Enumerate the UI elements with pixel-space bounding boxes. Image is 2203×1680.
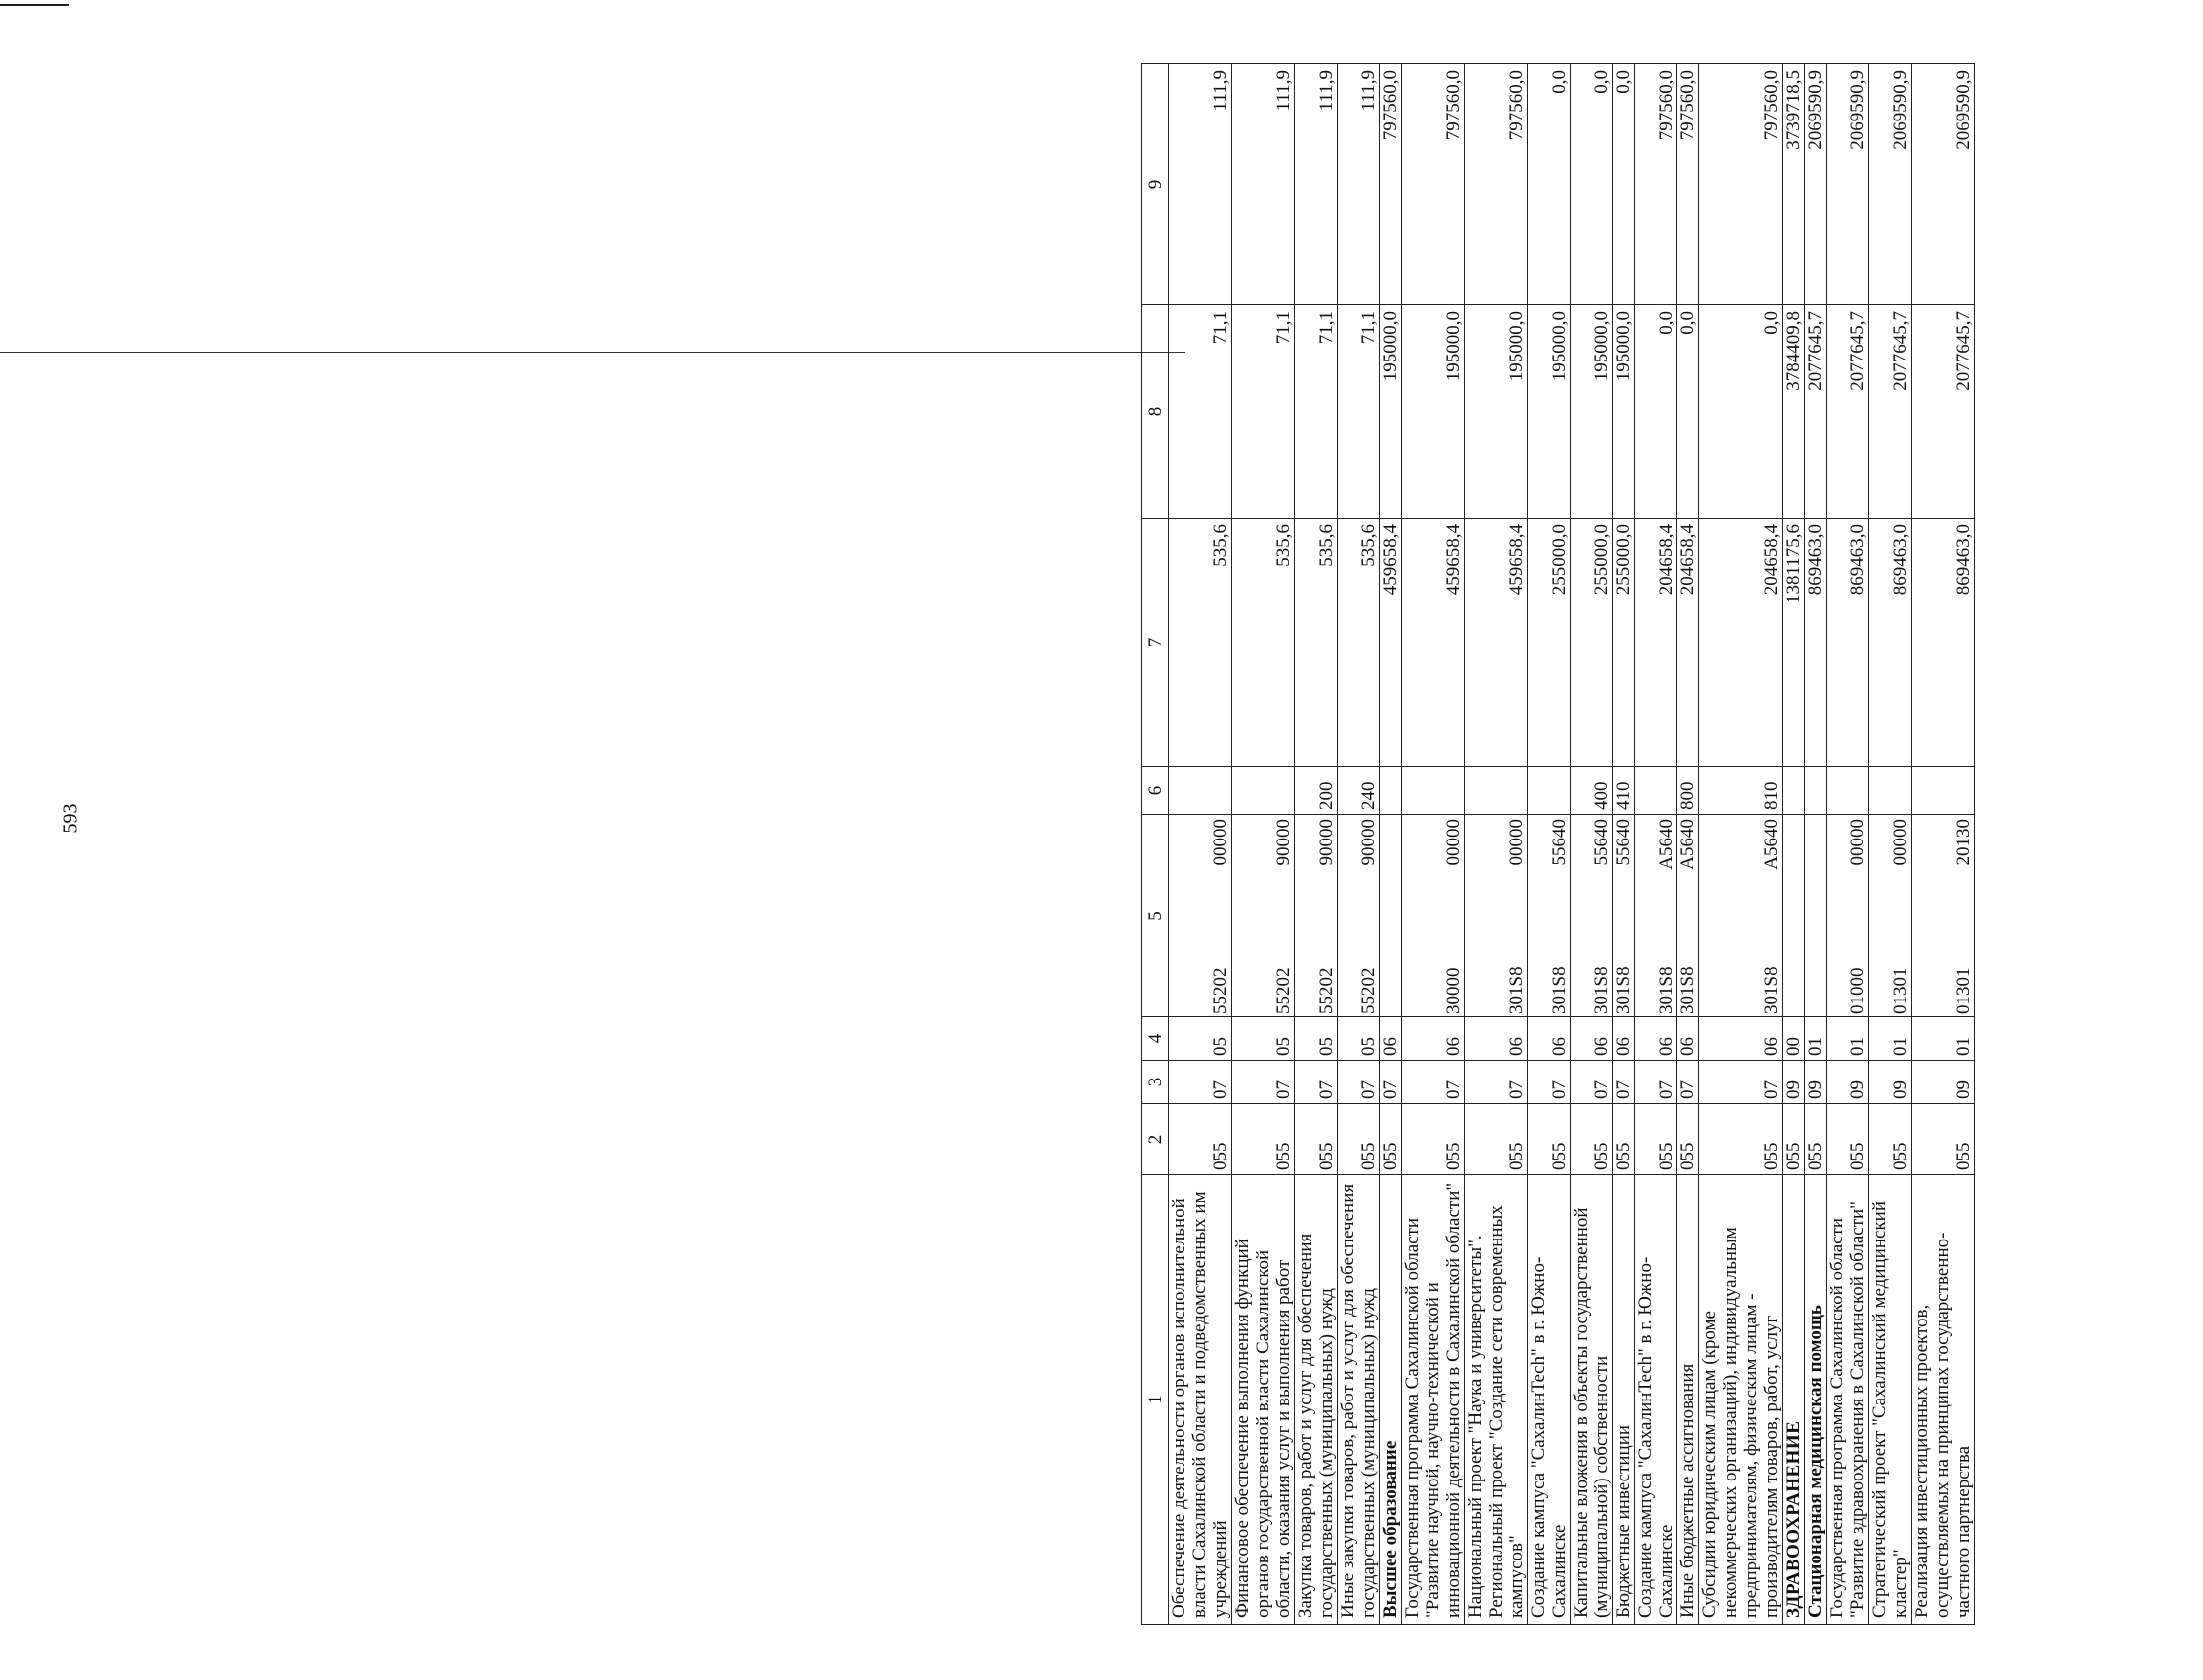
subsection-code: 06 bbox=[1699, 1017, 1783, 1061]
expense-type-code: 810 bbox=[1699, 767, 1783, 815]
header-col-3: 3 bbox=[1142, 1061, 1169, 1104]
row-name: Реализация инвестиционных проектов, осуществляемых на принципах государственно-частного партнерства bbox=[1912, 1175, 1975, 1625]
amount-col-7: 255000,0 bbox=[1528, 519, 1571, 767]
subsection-code: 06 bbox=[1613, 1017, 1635, 1061]
section-code: 09 bbox=[1805, 1061, 1827, 1104]
table-row bbox=[1571, 64, 1613, 1625]
amount-col-9: 2069590,9 bbox=[1827, 64, 1869, 305]
amount-col-9: 797560,0 bbox=[1465, 64, 1528, 305]
target-item-code bbox=[1699, 815, 1783, 1017]
row-name: ЗДРАВООХРАНЕНИЕ bbox=[1783, 1175, 1805, 1625]
target-item-code bbox=[1805, 815, 1827, 1017]
expense-type-code bbox=[1402, 767, 1465, 815]
target-item-part-2: A5640 bbox=[1761, 819, 1782, 870]
target-item-part-2: 55640 bbox=[1549, 819, 1570, 866]
target-item-part-2: A5640 bbox=[1656, 819, 1676, 870]
target-item-code bbox=[1635, 815, 1677, 1017]
amount-col-9: 797560,0 bbox=[1402, 64, 1465, 305]
row-name: Иные бюджетные ассигнования bbox=[1677, 1175, 1699, 1625]
target-item-code bbox=[1677, 815, 1699, 1017]
table-row bbox=[1232, 64, 1295, 1625]
target-item-part-2: 00000 bbox=[1507, 819, 1527, 866]
target-item-part-2: 90000 bbox=[1273, 819, 1294, 866]
expense-type-code: 800 bbox=[1677, 767, 1699, 815]
table-row bbox=[1869, 64, 1912, 1625]
amount-col-8: 2077645,7 bbox=[1827, 305, 1869, 519]
table-row bbox=[1402, 64, 1465, 1625]
scan-mark bbox=[0, 4, 69, 6]
amount-col-9: 2069590,9 bbox=[1912, 64, 1975, 305]
target-item-part-1: 01000 bbox=[1847, 967, 1868, 1014]
target-item-part-1: 30000 bbox=[1443, 967, 1464, 1014]
target-item-code bbox=[1232, 815, 1295, 1017]
subsection-code: 01 bbox=[1912, 1017, 1975, 1061]
rotated-page bbox=[1141, 64, 2203, 1625]
amount-col-9: 2069590,9 bbox=[1805, 64, 1827, 305]
row-name: Государственная программа Сахалинской области "Развитие научной, научно-технической и инновационной деятельности в Сахалинской области" bbox=[1402, 1175, 1465, 1625]
admin-code: 055 bbox=[1869, 1104, 1912, 1175]
row-name: Национальный проект "Наука и университеты". Региональный проект "Создание сети современных кампусов" bbox=[1465, 1175, 1528, 1625]
admin-code: 055 bbox=[1613, 1104, 1635, 1175]
amount-col-9: 797560,0 bbox=[1635, 64, 1677, 305]
target-item-code bbox=[1402, 815, 1465, 1017]
row-name: Высшее образование bbox=[1380, 1175, 1402, 1625]
amount-col-7: 459658,4 bbox=[1465, 519, 1528, 767]
amount-col-7: 869463,0 bbox=[1869, 519, 1912, 767]
header-col-4: 4 bbox=[1142, 1017, 1169, 1061]
amount-col-7: 869463,0 bbox=[1912, 519, 1975, 767]
amount-col-7: 869463,0 bbox=[1827, 519, 1869, 767]
amount-col-7: 535,6 bbox=[1232, 519, 1295, 767]
target-item-code bbox=[1380, 815, 1402, 1017]
header-col-5: 5 bbox=[1142, 815, 1169, 1017]
amount-col-9: 0,0 bbox=[1571, 64, 1613, 305]
subsection-code: 06 bbox=[1528, 1017, 1571, 1061]
amount-col-7: 204658,4 bbox=[1699, 519, 1783, 767]
target-item-part-1: 301S8 bbox=[1677, 966, 1698, 1014]
amount-col-7: 204658,4 bbox=[1677, 519, 1699, 767]
target-item-part-1: 301S8 bbox=[1613, 966, 1634, 1014]
amount-col-9: 797560,0 bbox=[1677, 64, 1699, 305]
target-item-code bbox=[1912, 815, 1975, 1017]
target-item-part-1: 301S8 bbox=[1591, 966, 1612, 1014]
scan-fold-line bbox=[0, 352, 1185, 353]
expense-type-code bbox=[1169, 767, 1232, 815]
amount-col-7: 535,6 bbox=[1295, 519, 1338, 767]
amount-col-9: 797560,0 bbox=[1699, 64, 1783, 305]
expense-type-code bbox=[1380, 767, 1402, 815]
amount-col-8: 2077645,7 bbox=[1805, 305, 1827, 519]
row-name: Создание кампуса "СахалинTech" в г. Южно-Сахалинске bbox=[1635, 1175, 1677, 1625]
budget-table bbox=[1141, 63, 1975, 1625]
admin-code: 055 bbox=[1169, 1104, 1232, 1175]
header-col-9: 9 bbox=[1142, 64, 1169, 305]
row-name: Иные закупки товаров, работ и услуг для обеспечения государственных (муниципальных) нужд bbox=[1338, 1175, 1380, 1625]
header-col-6: 6 bbox=[1142, 767, 1169, 815]
amount-col-7: 535,6 bbox=[1338, 519, 1380, 767]
admin-code: 055 bbox=[1295, 1104, 1338, 1175]
row-name: Государственная программа Сахалинской области "Развитие здравоохранения в Сахалинской области" bbox=[1827, 1175, 1869, 1625]
section-code: 09 bbox=[1869, 1061, 1912, 1104]
amount-col-7: 459658,4 bbox=[1402, 519, 1465, 767]
table-row bbox=[1380, 64, 1402, 1625]
subsection-code: 05 bbox=[1169, 1017, 1232, 1061]
subsection-code: 06 bbox=[1635, 1017, 1677, 1061]
admin-code: 055 bbox=[1465, 1104, 1528, 1175]
table-row bbox=[1912, 64, 1975, 1625]
header-col-2: 2 bbox=[1142, 1104, 1169, 1175]
amount-col-9: 3739718,5 bbox=[1783, 64, 1805, 305]
amount-col-8: 195000,0 bbox=[1613, 305, 1635, 519]
amount-col-9: 797560,0 bbox=[1380, 64, 1402, 305]
table-row bbox=[1338, 64, 1380, 1625]
subsection-code: 05 bbox=[1295, 1017, 1338, 1061]
target-item-code bbox=[1827, 815, 1869, 1017]
amount-col-8: 195000,0 bbox=[1380, 305, 1402, 519]
row-name: Бюджетные инвестиции bbox=[1613, 1175, 1635, 1625]
subsection-code: 00 bbox=[1783, 1017, 1805, 1061]
target-item-part-2: 90000 bbox=[1358, 819, 1379, 866]
table-row bbox=[1635, 64, 1677, 1625]
table-row bbox=[1295, 64, 1338, 1625]
row-name: Финансовое обеспечение выполнения функций органов государственной власти Сахалинской области, оказания услуг и выполнения работ bbox=[1232, 1175, 1295, 1625]
amount-col-7: 535,6 bbox=[1169, 519, 1232, 767]
amount-col-8: 71,1 bbox=[1169, 305, 1232, 519]
amount-col-7: 1381175,6 bbox=[1783, 519, 1805, 767]
section-code: 07 bbox=[1402, 1061, 1465, 1104]
admin-code: 055 bbox=[1571, 1104, 1613, 1175]
row-name: Обеспечение деятельности органов исполнительной власти Сахалинской области и подведомственных им учреждений bbox=[1169, 1175, 1232, 1625]
section-code: 09 bbox=[1912, 1061, 1975, 1104]
table-row bbox=[1699, 64, 1783, 1625]
amount-col-8: 0,0 bbox=[1677, 305, 1699, 519]
subsection-code: 05 bbox=[1232, 1017, 1295, 1061]
subsection-code: 06 bbox=[1380, 1017, 1402, 1061]
row-name: Создание кампуса "СахалинTech" в г. Южно-Сахалинске bbox=[1528, 1175, 1571, 1625]
expense-type-code: 200 bbox=[1295, 767, 1338, 815]
amount-col-9: 111,9 bbox=[1338, 64, 1380, 305]
subsection-code: 06 bbox=[1571, 1017, 1613, 1061]
section-code: 09 bbox=[1827, 1061, 1869, 1104]
table-body bbox=[1169, 64, 1975, 1625]
row-name: Закупка товаров, работ и услуг для обеспечения государственных (муниципальных) нужд bbox=[1295, 1175, 1338, 1625]
section-code: 07 bbox=[1635, 1061, 1677, 1104]
amount-col-8: 71,1 bbox=[1232, 305, 1295, 519]
expense-type-code bbox=[1827, 767, 1869, 815]
section-code: 09 bbox=[1783, 1061, 1805, 1104]
target-item-part-1: 301S8 bbox=[1549, 966, 1570, 1014]
table-row bbox=[1169, 64, 1232, 1625]
amount-col-8: 0,0 bbox=[1635, 305, 1677, 519]
header-col-7: 7 bbox=[1142, 519, 1169, 767]
expense-type-code bbox=[1635, 767, 1677, 815]
page-number: 593 bbox=[59, 803, 82, 833]
target-item-part-1: 301S8 bbox=[1507, 966, 1527, 1014]
target-item-part-2: 00000 bbox=[1210, 819, 1231, 866]
subsection-code: 01 bbox=[1827, 1017, 1869, 1061]
row-name: Капитальные вложения в объекты государственной (муниципальной) собственности bbox=[1571, 1175, 1613, 1625]
admin-code: 055 bbox=[1805, 1104, 1827, 1175]
amount-col-9: 2069590,9 bbox=[1869, 64, 1912, 305]
table-row bbox=[1805, 64, 1827, 1625]
admin-code: 055 bbox=[1912, 1104, 1975, 1175]
amount-col-8: 71,1 bbox=[1338, 305, 1380, 519]
section-code: 07 bbox=[1232, 1061, 1295, 1104]
amount-col-8: 195000,0 bbox=[1528, 305, 1571, 519]
table-row bbox=[1783, 64, 1805, 1625]
header-col-8: 8 bbox=[1142, 305, 1169, 519]
header-col-1: 1 bbox=[1142, 1175, 1169, 1625]
target-item-part-2: 55640 bbox=[1591, 819, 1612, 866]
target-item-part-1: 55202 bbox=[1273, 967, 1294, 1014]
target-item-part-1: 301S8 bbox=[1656, 966, 1676, 1014]
row-name: Субсидии юридическим лицам (кроме некоммерческих организаций), индивидуальным предпринимателям, физическим лицам - производителям товаров, работ, услуг bbox=[1699, 1175, 1783, 1625]
section-code: 07 bbox=[1613, 1061, 1635, 1104]
target-item-code bbox=[1613, 815, 1635, 1017]
target-item-code bbox=[1169, 815, 1232, 1017]
admin-code: 055 bbox=[1402, 1104, 1465, 1175]
expense-type-code bbox=[1805, 767, 1827, 815]
target-item-code bbox=[1338, 815, 1380, 1017]
target-item-part-2: 90000 bbox=[1316, 819, 1337, 866]
amount-col-8: 2077645,7 bbox=[1912, 305, 1975, 519]
amount-col-9: 111,9 bbox=[1295, 64, 1338, 305]
expense-type-code: 240 bbox=[1338, 767, 1380, 815]
section-code: 07 bbox=[1338, 1061, 1380, 1104]
target-item-code bbox=[1571, 815, 1613, 1017]
admin-code: 055 bbox=[1827, 1104, 1869, 1175]
section-code: 07 bbox=[1169, 1061, 1232, 1104]
table-row bbox=[1613, 64, 1635, 1625]
section-code: 07 bbox=[1677, 1061, 1699, 1104]
amount-col-7: 255000,0 bbox=[1613, 519, 1635, 767]
subsection-code: 01 bbox=[1805, 1017, 1827, 1061]
section-code: 07 bbox=[1380, 1061, 1402, 1104]
amount-col-8: 2077645,7 bbox=[1869, 305, 1912, 519]
expense-type-code bbox=[1869, 767, 1912, 815]
expense-type-code bbox=[1232, 767, 1295, 815]
amount-col-9: 0,0 bbox=[1528, 64, 1571, 305]
admin-code: 055 bbox=[1635, 1104, 1677, 1175]
amount-col-7: 869463,0 bbox=[1805, 519, 1827, 767]
expense-type-code bbox=[1783, 767, 1805, 815]
section-code: 07 bbox=[1465, 1061, 1528, 1104]
row-name: Стратегический проект "Сахалинский медицинский кластер" bbox=[1869, 1175, 1912, 1625]
amount-col-8: 195000,0 bbox=[1465, 305, 1528, 519]
expense-type-code: 410 bbox=[1613, 767, 1635, 815]
admin-code: 055 bbox=[1232, 1104, 1295, 1175]
amount-col-9: 0,0 bbox=[1613, 64, 1635, 305]
target-item-part-1: 55202 bbox=[1210, 967, 1231, 1014]
table-row bbox=[1827, 64, 1869, 1625]
amount-col-7: 255000,0 bbox=[1571, 519, 1613, 767]
table-row bbox=[1677, 64, 1699, 1625]
amount-col-8: 71,1 bbox=[1295, 305, 1338, 519]
target-item-code bbox=[1295, 815, 1338, 1017]
target-item-part-1: 01301 bbox=[1890, 967, 1911, 1014]
expense-type-code: 400 bbox=[1571, 767, 1613, 815]
subsection-code: 01 bbox=[1869, 1017, 1912, 1061]
target-item-part-1: 55202 bbox=[1358, 967, 1379, 1014]
amount-col-7: 204658,4 bbox=[1635, 519, 1677, 767]
amount-col-9: 111,9 bbox=[1169, 64, 1232, 305]
amount-col-9: 111,9 bbox=[1232, 64, 1295, 305]
expense-type-code bbox=[1912, 767, 1975, 815]
target-item-code bbox=[1528, 815, 1571, 1017]
section-code: 07 bbox=[1699, 1061, 1783, 1104]
admin-code: 055 bbox=[1699, 1104, 1783, 1175]
section-code: 07 bbox=[1295, 1061, 1338, 1104]
target-item-part-1: 301S8 bbox=[1761, 966, 1782, 1014]
table-row bbox=[1465, 64, 1528, 1625]
row-name: Стационарная медицинская помощь bbox=[1805, 1175, 1827, 1625]
amount-col-8: 3784409,8 bbox=[1783, 305, 1805, 519]
target-item-part-2: 00000 bbox=[1443, 819, 1464, 866]
target-item-part-2: 00000 bbox=[1890, 819, 1911, 866]
target-item-code bbox=[1465, 815, 1528, 1017]
admin-code: 055 bbox=[1338, 1104, 1380, 1175]
admin-code: 055 bbox=[1380, 1104, 1402, 1175]
target-item-part-2: 20130 bbox=[1953, 819, 1974, 866]
target-item-part-2: 55640 bbox=[1613, 819, 1634, 866]
expense-type-code bbox=[1528, 767, 1571, 815]
amount-col-8: 195000,0 bbox=[1571, 305, 1613, 519]
admin-code: 055 bbox=[1528, 1104, 1571, 1175]
table-row bbox=[1528, 64, 1571, 1625]
target-item-code bbox=[1783, 815, 1805, 1017]
section-code: 07 bbox=[1571, 1061, 1613, 1104]
target-item-part-1: 01301 bbox=[1953, 967, 1974, 1014]
admin-code: 055 bbox=[1783, 1104, 1805, 1175]
subsection-code: 06 bbox=[1402, 1017, 1465, 1061]
amount-col-7: 459658,4 bbox=[1380, 519, 1402, 767]
subsection-code: 06 bbox=[1465, 1017, 1528, 1061]
admin-code: 055 bbox=[1677, 1104, 1699, 1175]
section-code: 07 bbox=[1528, 1061, 1571, 1104]
target-item-part-2: A5640 bbox=[1677, 819, 1698, 870]
subsection-code: 05 bbox=[1338, 1017, 1380, 1061]
subsection-code: 06 bbox=[1677, 1017, 1699, 1061]
expense-type-code bbox=[1465, 767, 1528, 815]
amount-col-8: 195000,0 bbox=[1402, 305, 1465, 519]
header-row bbox=[1142, 64, 1169, 1625]
target-item-part-2: 00000 bbox=[1847, 819, 1868, 866]
target-item-code bbox=[1869, 815, 1912, 1017]
amount-col-8: 0,0 bbox=[1699, 305, 1783, 519]
target-item-part-1: 55202 bbox=[1316, 967, 1337, 1014]
